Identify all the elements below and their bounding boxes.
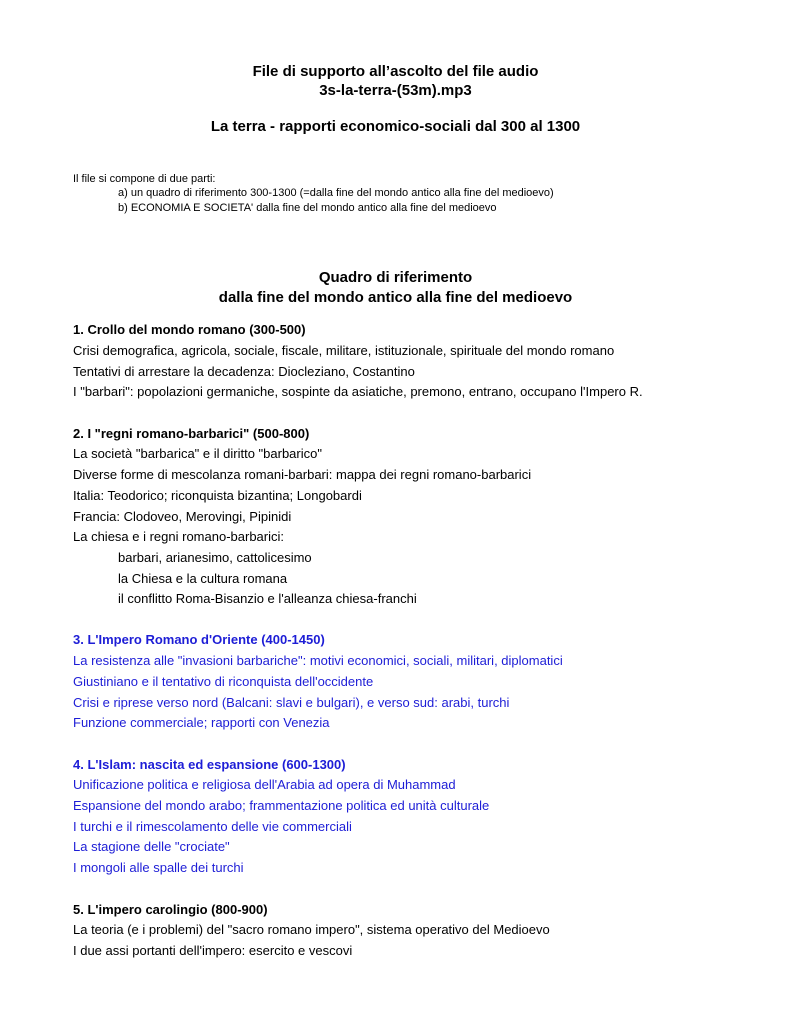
section-3-line: La resistenza alle "invasioni barbariche": motivi economici, sociali, militari, diplomatici: [73, 653, 563, 668]
section-5-line: I due assi portanti dell'impero: esercito e vescovi: [73, 943, 353, 958]
section-1-line: Tentativi di arrestare la decadenza: Diocleziano, Costantino: [73, 364, 415, 379]
intro-part-b: b) ECONOMIA E SOCIETA' dalla fine del mondo antico alla fine del medioevo: [118, 202, 497, 214]
section-2-line: La società "barbarica" e il diritto "barbarico": [73, 446, 322, 461]
section-3-line: Funzione commerciale; rapporti con Venezia: [73, 715, 330, 730]
section-2-heading: 2. I "regni romano-barbarici" (500-800): [73, 426, 310, 441]
section-4-line: Unificazione politica e religiosa dell'Arabia ad opera di Muhammad: [73, 777, 456, 792]
intro-text: Il file si compone di due parti:: [73, 173, 216, 185]
section-3-line: Giustiniano e il tentativo di riconquista dell'occidente: [73, 674, 374, 689]
section-4-line: La stagione delle "crociate": [73, 839, 230, 854]
intro-part-a: a) un quadro di riferimento 300-1300 (=dalla fine del mondo antico alla fine del medioevo): [118, 187, 554, 199]
section-1-heading: 1. Crollo del mondo romano (300-500): [73, 322, 306, 337]
section-2-subline: il conflitto Roma-Bisanzio e l'alleanza chiesa-franchi: [118, 591, 417, 606]
section-3-heading: 3. L'Impero Romano d'Oriente (400-1450): [73, 632, 325, 647]
section-1-line: I "barbari": popolazioni germaniche, sospinte da asiatiche, premono, entrano, occupano l'Impero R.: [73, 384, 643, 399]
section-4-line: I turchi e il rimescolamento delle vie commerciali: [73, 819, 352, 834]
quadro-title: Quadro di riferimento: [318, 269, 473, 286]
header-title-line1: File di supporto all’ascolto del file audio: [252, 63, 539, 80]
section-4-line: Espansione del mondo arabo; frammentazione politica ed unità culturale: [73, 798, 490, 813]
section-5-heading: 5. L'impero carolingio (800-900): [73, 902, 268, 917]
header-title-line2: 3s-la-terra-(53m).mp3: [319, 82, 472, 99]
section-1-line: Crisi demografica, agricola, sociale, fiscale, militare, istituzionale, spirituale del mondo romano: [73, 343, 615, 358]
header-subtitle: La terra - rapporti economico-sociali dal 300 al 1300: [210, 118, 581, 135]
section-2-line: Italia: Teodorico; riconquista bizantina; Longobardi: [73, 488, 362, 503]
section-2-subline: barbari, arianesimo, cattolicesimo: [118, 550, 312, 565]
section-4-line: I mongoli alle spalle dei turchi: [73, 860, 244, 875]
section-2-line: Francia: Clodoveo, Merovingi, Pipinidi: [73, 509, 292, 524]
section-2-subline: la Chiesa e la cultura romana: [118, 571, 288, 586]
section-4-heading: 4. L'Islam: nascita ed espansione (600-1300): [73, 757, 346, 772]
section-2-line: La chiesa e i regni romano-barbarici:: [73, 529, 284, 544]
section-3-line: Crisi e riprese verso nord (Balcani: slavi e bulgari), e verso sud: arabi, turchi: [73, 695, 510, 710]
section-5-line: La teoria (e i problemi) del "sacro romano impero", sistema operativo del Medioevo: [73, 922, 550, 937]
section-2-line: Diverse forme di mescolanza romani-barbari: mappa dei regni romano-barbarici: [73, 467, 532, 482]
quadro-subtitle: dalla fine del mondo antico alla fine del medioevo: [218, 289, 573, 306]
